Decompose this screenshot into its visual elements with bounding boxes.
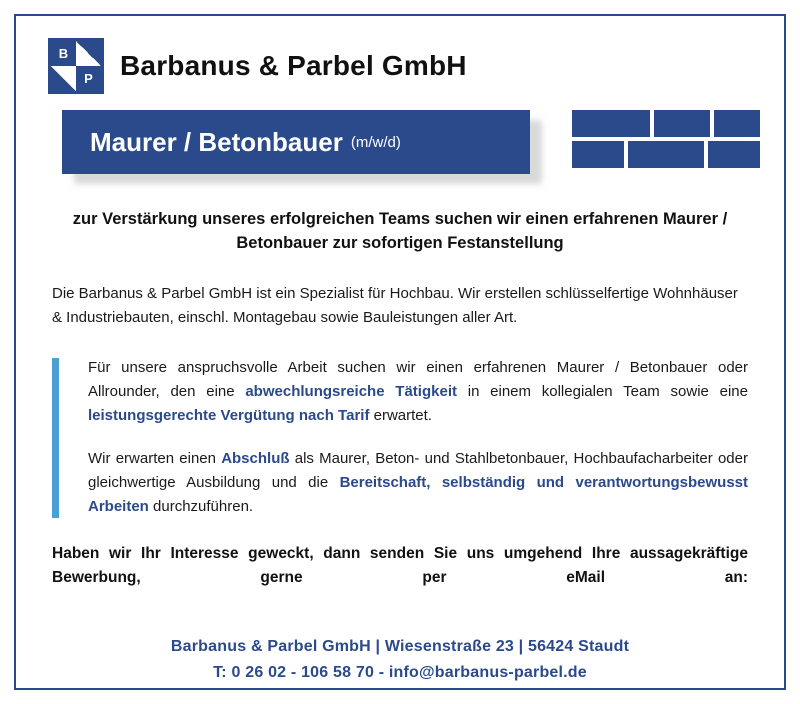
p1-highlight2: leistungsgerechte Vergütung nach Tarif [88,407,370,425]
p1-part3: erwartet. [369,407,432,425]
call-to-action: Haben wir Ihr Interesse geweckt, dann senden Sie uns umgehend Ihre aussagekräftige Bewerbung, gerne per eMail an: [52,544,748,586]
p2-part3: durchzuführen. [148,498,254,516]
contact-phone-email: T: 0 26 02 - 106 58 70 - info@barbanus-parbel.de [213,663,587,681]
logo-letter-b: B [51,41,76,66]
p2-highlight1: Abschluß [221,449,290,467]
logo-shape-top-right [76,41,101,66]
p1-highlight1: abwechlungsreiche Tätigkeit [245,383,457,401]
logo-shape-bottom-left [51,66,76,91]
brick-decoration-icon [520,110,760,174]
intro-paragraph: Die Barbanus & Parbel GmbH ist ein Spezialist für Hochbau. Wir erstellen schlüsselfertige Wohnhäuser & Industriebauten, einschl. Montagebau sowie Bauleistungen aller Art. [52,284,738,326]
p2-part2: als Maurer, Beton- und Stahlbetonbauer, Hochbaufacharbeiter oder gleichwertige Ausbildung und die [88,449,748,492]
ad-content [14,14,786,690]
job-title-band [62,110,530,174]
contact-block [40,638,760,682]
p2-part1: Wir erwarten einen [88,449,222,467]
requirements-block [52,356,748,520]
company-name: Barbanus & Parbel GmbH [120,50,467,81]
paragraph-offer [88,356,748,429]
contact-address: Barbanus & Parbel GmbH | Wiesenstraße 23 | 56424 Staudt [170,637,630,655]
job-gender-note: (m/w/d) [350,133,401,151]
p1-part1: Für unsere anspruchsvolle Arbeit suchen wir einen erfahrenen Maurer / Betonbauer oder Allrounder, den eine [88,358,748,401]
job-title: Maurer / Betonbauer [90,126,343,157]
accent-bar [52,358,59,518]
paragraph-requirements [88,447,748,520]
p1-part2: in einem kollegialen Team sowie eine [456,383,748,401]
headline: zur Verstärkung unseres erfolgreichen Teams suchen wir einen erfahrenen Maurer / Betonbauer zur sofortigen Festanstellung [72,210,728,252]
company-logo-icon [48,38,104,94]
company-header [40,38,760,94]
job-title-band-area [40,110,760,182]
p2-highlight2: Bereitschaft, selbständig und verantwortungsbewusst Arbeiten [88,474,749,516]
logo-letter-p: P [76,66,101,91]
